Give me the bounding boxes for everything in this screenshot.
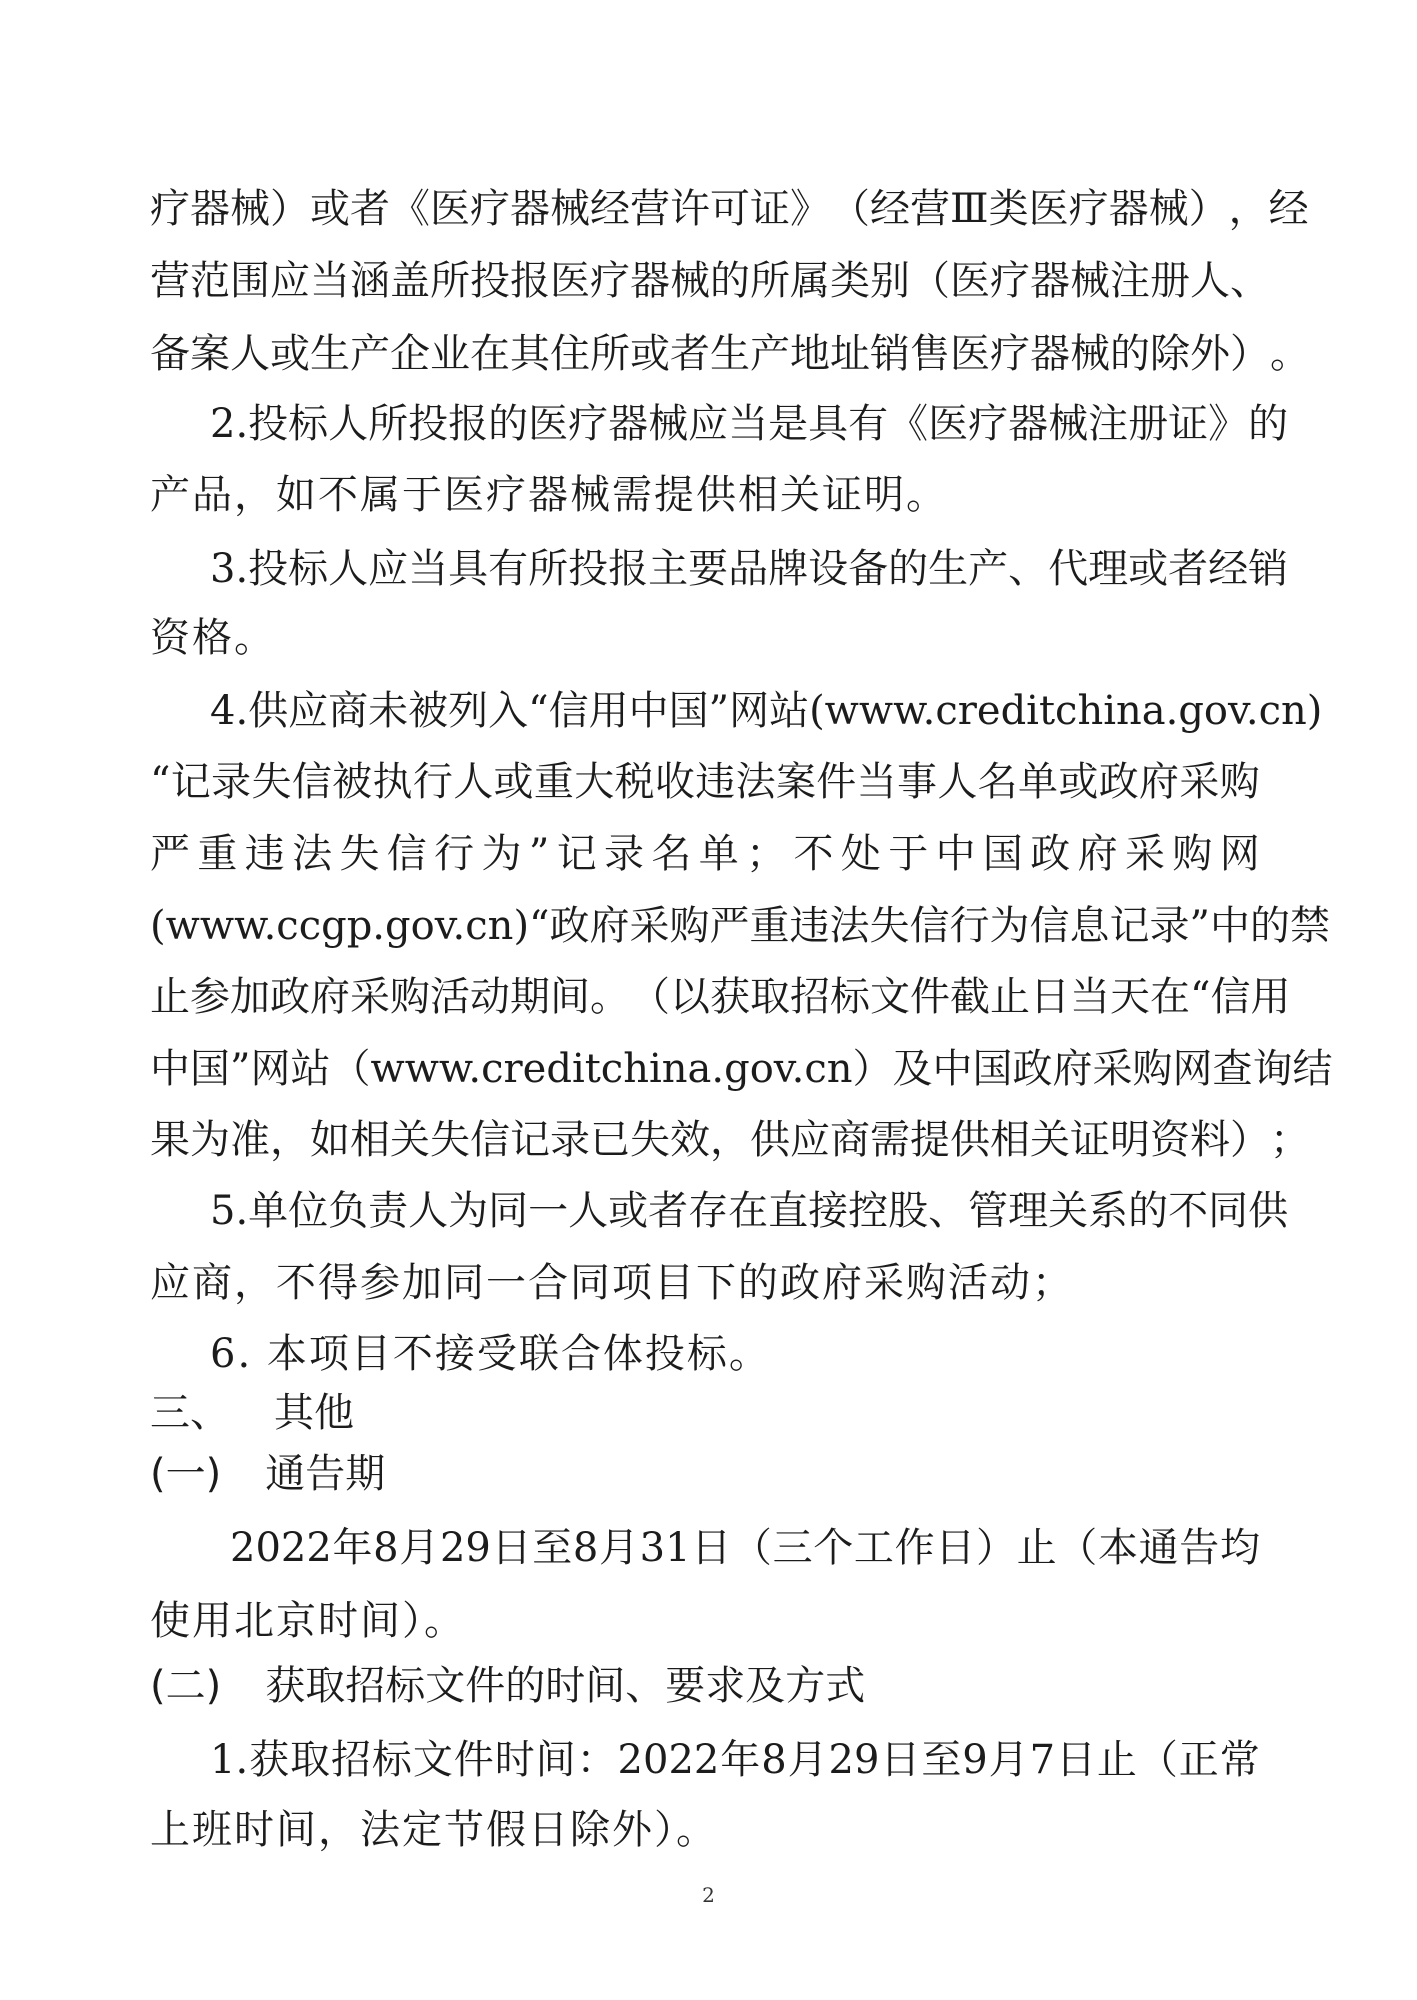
- body-line: 严 重 违 法 失 信 行 为 ” 记 录 名 单 ； 不 处 于 中 国 政 府 采 购 网: [150, 831, 1260, 877]
- body-line: 中 国 ” 网 站 （ www.creditchina.gov.cn ） 及 中 国 政 府 采 购 网 查 询 结: [150, 1046, 1333, 1092]
- subsection-number: (一): [150, 1451, 222, 1497]
- subsection-title: 获取招标文件的时间、要求及方式: [265, 1663, 866, 1709]
- section-heading: [150, 1387, 354, 1439]
- section-number: 三、: [150, 1390, 230, 1436]
- subsection-heading: [150, 1448, 385, 1500]
- body-line: 产品，如不属于医疗器械需提供相关证明。: [150, 472, 948, 518]
- subsection-title: 通告期: [265, 1451, 386, 1497]
- body-line: 2022 年 8 月 29 日 至 8 月 31 日 （ 三 个 工 作 日 ） 止 （ 本 通 告 均: [230, 1525, 1260, 1571]
- body-line: 5. 单 位 负 责 人 为 同 一 人 或 者 存 在 直 接 控 股 、 管 理 关 系 的 不 同 供: [210, 1188, 1289, 1234]
- body-line: 止 参 加 政 府 采 购 活 动 期 间 。 （ 以 获 取 招 标 文 件 截 止 日 当 天 在 “ 信 用: [150, 974, 1291, 1020]
- body-line: 3. 投 标 人 应 当 具 有 所 投 报 主 要 品 牌 设 备 的 生 产 、 代 理 或 者 经 销: [210, 546, 1289, 592]
- body-line: 使用北京时间）。: [150, 1598, 466, 1644]
- subsection-number: (二): [150, 1663, 222, 1709]
- body-line: 4. 供 应 商 未 被 列 入 “ 信 用 中 国 ” 网 站 (www.creditchina.gov.cn): [210, 688, 1323, 734]
- body-line: 6. 本项目不接受联合体投标。: [210, 1331, 771, 1377]
- body-line: 果 为 准 ， 如 相 关 失 信 记 录 已 失 效 ， 供 应 商 需 提 供 相 关 证 明 资 料 ） ；: [150, 1117, 1310, 1163]
- body-line: 营 范 围 应 当 涵 盖 所 投 报 医 疗 器 械 的 所 属 类 别 （ 医 疗 器 械 注 册 人 、: [150, 258, 1270, 304]
- subsection-heading: [150, 1660, 865, 1712]
- section-title: 其他: [274, 1390, 354, 1436]
- body-line: 2. 投 标 人 所 投 报 的 医 疗 器 械 应 当 是 具 有 《 医 疗 器 械 注 册 证 》 的: [210, 401, 1289, 447]
- body-line: “ 记 录 失 信 被 执 行 人 或 重 大 税 收 违 法 案 件 当 事 人 名 单 或 政 府 采 购: [150, 759, 1260, 805]
- body-line: 1. 获 取 招 标 文 件 时 间 ： 2022 年 8 月 29 日 至 9 月 7 日 止 （ 正 常: [210, 1737, 1260, 1783]
- body-line: 资格。: [150, 615, 276, 661]
- body-line: 备 案 人 或 生 产 企 业 在 其 住 所 或 者 生 产 地 址 销 售 医 疗 器 械 的 除 外 ） 。: [150, 331, 1310, 377]
- page-number: 2: [702, 1883, 715, 1907]
- body-line: 疗 器 械 ） 或 者 《 医 疗 器 械 经 营 许 可 证 》 （ 经 营 Ⅲ 类 医 疗 器 械 ） ， 经: [150, 186, 1309, 232]
- body-line: 应商，不得参加同一合同项目下的政府采购活动；: [150, 1260, 1074, 1306]
- body-line: (www.ccgp.gov.cn) “ 政 府 采 购 严 重 违 法 失 信 行 为 信 息 记 录 ” 中 的 禁: [150, 903, 1330, 949]
- body-line: 上班时间，法定节假日除外）。: [150, 1807, 718, 1853]
